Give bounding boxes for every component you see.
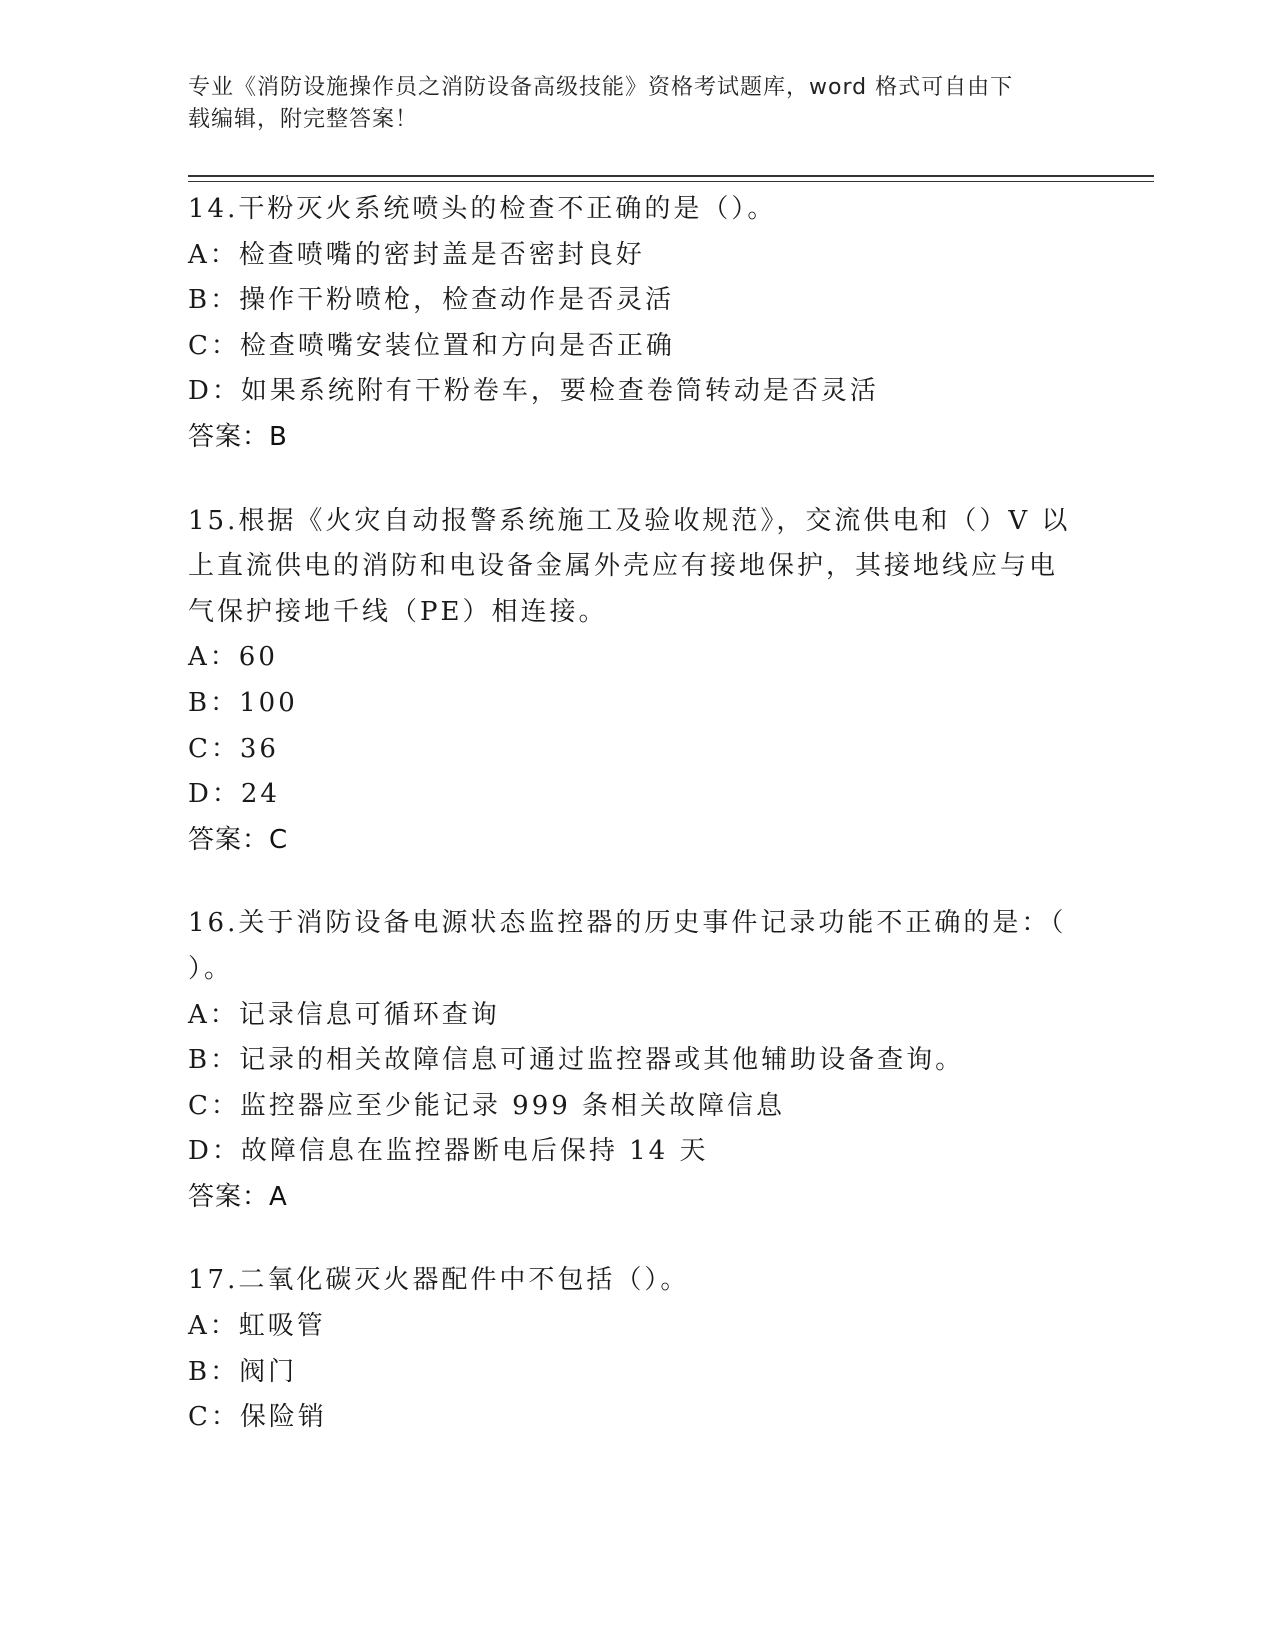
stem-line: 气保护接地千线（PE）相连接。 [188, 596, 608, 627]
stem-line: 14.干粉灭火系统喷头的检查不正确的是（）。 [188, 194, 777, 224]
question-14 [188, 187, 1088, 461]
stem-line: 上直流供电的消防和电设备金属外壳应有接地保护，其接地线应与电 [188, 551, 1059, 582]
answer-option: D：如果系统附有干粉卷车，要检查卷筒转动是否灵活 [188, 376, 879, 407]
stem-line: ）。 [188, 953, 234, 984]
answer-key: 答案：A [188, 1181, 288, 1212]
question-16 [188, 901, 1088, 1220]
answer-option: D：24 [188, 779, 280, 810]
header-divider-thick [188, 175, 1154, 177]
answer-option: A：虹吸管 [188, 1311, 326, 1342]
answer-option: C：监控器应至少能记录 999 条相关故障信息 [188, 1090, 786, 1121]
question-list [188, 187, 1088, 1479]
question-stem [188, 901, 1088, 992]
question-stem [188, 1258, 1088, 1304]
answer-option: B：阀门 [188, 1356, 298, 1387]
answer-option: B：记录的相关故障信息可通过监控器或其他辅助设备查询。 [188, 1045, 965, 1076]
question-stem [188, 499, 1088, 636]
answer-option: B：100 [188, 687, 298, 718]
answer-option: A：60 [188, 642, 278, 673]
answer-option: B：操作干粉喷枪，检查动作是否灵活 [188, 285, 675, 316]
stem-line: 17.二氧化碳灭火器配件中不包括（）。 [188, 1265, 690, 1296]
stem-line: 15.根据《火灾自动报警系统施工及验收规范》，交流供电和（）V 以 [188, 505, 1071, 536]
answer-option: C：检查喷嘴安装位置和方向是否正确 [188, 330, 675, 361]
answer-option: D：故障信息在监控器断电后保持 14 天 [188, 1136, 709, 1167]
question-15 [188, 499, 1088, 864]
answer-option: A：检查喷嘴的密封盖是否密封良好 [188, 239, 645, 270]
answer-option: C：保险销 [188, 1402, 327, 1433]
question-17 [188, 1258, 1088, 1440]
header-line-2: 载编辑，附完整答案！ [188, 107, 419, 132]
answer-option: A：记录信息可循环查询 [188, 999, 500, 1030]
document-header [188, 72, 1068, 136]
stem-line: 16.关于消防设备电源状态监控器的历史事件记录功能不正确的是：（ [188, 908, 1067, 939]
question-stem [188, 187, 1088, 233]
answer-key: 答案：C [188, 824, 289, 855]
header-divider-thin [188, 181, 1154, 182]
answer-option: C：36 [188, 733, 279, 764]
header-line-1: 专业《消防设施操作员之消防设备高级技能》资格考试题库，word 格式可自由下 [188, 75, 1014, 100]
answer-key: 答案：B [188, 421, 288, 452]
